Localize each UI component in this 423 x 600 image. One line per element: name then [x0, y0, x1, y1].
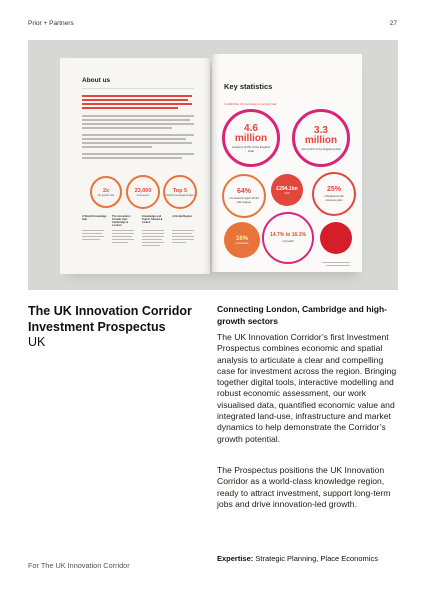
stat-label: UK growth rate	[97, 193, 115, 197]
column-heading: Knowledge and Talent: Shared & Linked	[142, 215, 163, 225]
brochure-left-page	[60, 58, 210, 274]
body-text-line	[82, 138, 186, 140]
ring-value: 25%	[326, 186, 341, 193]
stat-ring	[222, 109, 280, 167]
body-text-line	[82, 134, 194, 136]
brochure-right-page	[212, 54, 362, 272]
column-text-line	[172, 230, 194, 231]
column-text-line	[112, 242, 128, 243]
column-heading: A Global Region	[172, 215, 193, 218]
column-text-line	[82, 230, 104, 231]
body-text-line	[82, 115, 194, 117]
stat-circle	[90, 176, 122, 208]
stat-label: businesses	[136, 193, 150, 197]
body-text-line	[82, 146, 152, 148]
column-text-line	[112, 230, 134, 231]
stat-ring	[222, 174, 266, 218]
body-text-line	[82, 127, 172, 129]
stat-circle	[126, 175, 160, 209]
stat-value: 2x	[102, 187, 110, 194]
ring-value: 14.7% to 16.1%	[270, 232, 306, 238]
ring-caption: of growth	[282, 239, 294, 243]
page-number: 27	[389, 20, 397, 27]
column-text-line	[82, 236, 104, 237]
project-location: UK	[28, 335, 46, 349]
ring-value: 16%	[235, 235, 248, 242]
body-paragraph: The UK Innovation Corridor’s first Investment Prospectus combines economic and spatial analysis to articulate a clear and compelling case for investment across the region. Bringing together digital tools, interactive modelling and robust economic assessment, our work visualised data, quantified economic value and integrated land-use, infrastructure and market dynamics to help demonstrate the Corridor’s growth potential.	[217, 332, 397, 444]
intro-text-line	[82, 99, 188, 101]
body-text-line	[82, 142, 192, 144]
column-heading: The Innovation Growth Gap: Cambridge & London	[112, 215, 131, 228]
stat-ring	[292, 109, 350, 167]
column-text-line	[142, 239, 162, 240]
column-text-line	[142, 233, 164, 234]
body-text-line	[82, 153, 194, 155]
stat-filled-circle	[271, 174, 303, 206]
body-text-line	[82, 119, 190, 121]
expertise-label: Expertise:	[217, 554, 254, 563]
intro-text-line	[82, 103, 192, 105]
stat-filled-circle	[320, 222, 352, 254]
column-text-line	[112, 236, 132, 237]
ring-caption: jobs (9.3% of the England total)	[301, 146, 341, 151]
stat-ring	[262, 212, 314, 264]
intro-text-line	[82, 107, 178, 109]
ring-caption: of England's life sciences jobs	[324, 194, 344, 202]
intro-text-line	[82, 95, 192, 97]
source-text-line	[322, 262, 350, 263]
stat-value: 23,000	[134, 187, 152, 194]
left-page-title: About us	[82, 77, 111, 84]
ring-value: 3.3 million	[304, 124, 338, 146]
client-credit: For The UK Innovation Corridor	[28, 561, 130, 570]
stat-ring	[312, 172, 356, 216]
source-text-line	[326, 265, 350, 266]
column-text-line	[142, 230, 164, 231]
right-page-title: Key statistics	[224, 82, 273, 91]
stat-label: Global Knowledge Region	[165, 193, 195, 197]
column-text-line	[172, 242, 186, 243]
column-text-line	[172, 233, 192, 234]
project-title: The UK Innovation Corridor Investment Prospectus	[28, 304, 192, 334]
expertise	[217, 553, 397, 564]
column-text-line	[112, 233, 134, 234]
expertise-value: Strategic Planning, Place Economics	[255, 554, 378, 563]
column-text-line	[112, 239, 134, 240]
body-text-line	[82, 123, 194, 125]
ring-caption: of residents	[235, 241, 249, 245]
column-heading: A World Knowledge Hub	[82, 215, 107, 222]
stat-value: Top 5	[172, 187, 188, 194]
column-text-line	[142, 236, 164, 237]
stat-filled-circle	[224, 222, 260, 258]
section-heading: Connecting London, Cambridge and high-growth sectors	[217, 304, 387, 326]
ring-value: 64%	[236, 188, 251, 195]
brand-name: Prior + Partners	[28, 20, 74, 27]
ring-caption: GVA	[284, 191, 290, 195]
left-page-rule	[82, 88, 194, 89]
body-text-line	[82, 157, 182, 159]
column-text-line	[142, 245, 160, 246]
column-text-line	[82, 233, 102, 234]
stat-circle	[163, 175, 197, 209]
brochure-photo	[28, 40, 398, 290]
ring-value: £294.1bn	[276, 185, 298, 192]
ring-caption: residents (6.8% of the England total)	[231, 144, 271, 153]
column-text-line	[142, 242, 164, 243]
right-page-subtitle: In 2023 the UK Innovation Corridor had:	[224, 102, 278, 106]
ring-caption: of residents aged 16-64 with degree	[229, 196, 259, 204]
column-text-line	[172, 236, 194, 237]
column-text-line	[172, 239, 194, 240]
column-text-line	[82, 239, 100, 240]
body-paragraph: The Prospectus positions the UK Innovation Corridor as a world-class knowledge region, ready to attract investment, support long-term jobs and drive innovation-led growth.	[217, 465, 391, 509]
ring-value: 4.6 million	[234, 122, 268, 144]
